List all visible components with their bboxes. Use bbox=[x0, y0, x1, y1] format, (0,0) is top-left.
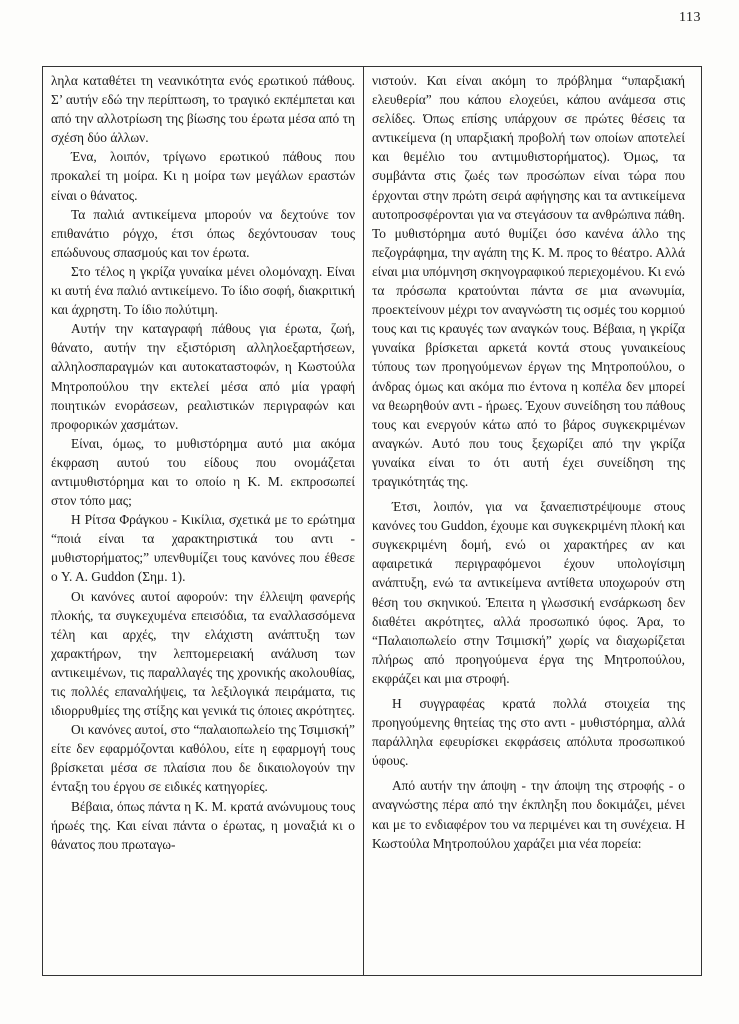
paragraph: Έτσι, λοιπόν, για να ξαναεπιστρέψουμε στους κανόνες του Guddon, έχουμε και συγκεκριμένη πλοκή και συγκεκριμένη δομή, ενώ οι χαρακτήρες αν και αφαιρετικά περιγραφόμενοι έχουν υπολογίσιμη ανάπτυξη, ενώ τα αντικείμενα αντίθετα υποχωρούν στη θέση του σκηνικού. Έπειτα η γλωσσική ενσάρκωση δεν διαθέτει ακρότητες, αλλά προσωπικό ύφος. Άρα, το “Παλαιοπωλείο στην Τσιμισκή” χωρίς να διαχωρίζεται πλήρως από προηγούμενα έργα της Μητροπούλου, εκφράζει και μια στροφή. bbox=[372, 499, 685, 686]
paragraph: Στο τέλος η γκρίζα γυναίκα μένει ολομόναχη. Είναι κι αυτή ένα παλιό αντικείμενο. Το ίδιο σοφή, διακριτική και άχρηστη. Το ίδιο πολύτιμη. bbox=[51, 263, 355, 318]
page-number: 113 bbox=[679, 10, 701, 25]
paragraph: Οι κανόνες αυτοί αφορούν: την έλλειψη φανερής πλοκής, τα συγκεχυμένα επεισόδια, τα εναλλασσόμενα τέλη και αρχές, την ελάχιστη ανάπτυξη των χαρακτήρων, την λεπτομερειακή ανάλυση των αντικειμένων, τις παραλλαγές της χρονικής ακολουθίας, τις πολλές επαναλήψεις, τα λεξιλογικά πειράματα, τις ιδιορρυθμίες της στίξης και γενικά τις όποιες ακρότητες. bbox=[51, 588, 355, 719]
right-column bbox=[372, 71, 685, 853]
paragraph: ληλα καταθέτει τη νεανικότητα ενός ερωτικού πάθους. Σ’ αυτήν εδώ την περίπτωση, το τραγικό εκπέμπεται και από την αλλοτρίωση της βίωσης του έρωτα μέσα από τη σχέση δύο άλλων. bbox=[51, 73, 355, 146]
paragraph: Η Ρίτσα Φράγκου - Κικίλια, σχετικά με το ερώτημα “ποιά είναι τα χαρακτηριστικά του αντι - μυθιστορήματος;” υπενθυμίζει τους κανόνες που έθεσε ο Y. A. Guddon (Σημ. 1). bbox=[51, 512, 355, 585]
paragraph: Βέβαια, όπως πάντα η Κ. Μ. κρατά ανώνυμους τους ήρωές της. Και είναι πάντα ο έρωτας, η μοναξιά κι ο θάνατος που πρωταγω- bbox=[51, 798, 355, 852]
paragraph: Από αυτήν την άποψη - την άποψη της στροφής - ο αναγνώστης πέρα από την έκπληξη που δοκιμάζει, μένει και με το ενδιαφέρον του να περιμένει και τη συνέχεια. Η Κωστούλα Μητροπούλου χαράζει μια νέα πορεία: bbox=[372, 778, 685, 851]
paragraph: Ένα, λοιπόν, τρίγωνο ερωτικού πάθους που προκαλεί τη μοίρα. Κι η μοίρα των μεγάλων εραστών είναι ο θάνατος. bbox=[51, 149, 355, 203]
column-divider bbox=[363, 66, 364, 976]
left-column bbox=[51, 71, 355, 854]
paragraph: Οι κανόνες αυτοί, στο “παλαιοπωλείο της Τσιμισκή” είτε δεν εφαρμόζονται καθόλου, είτε η εφαρμογή τους βρίσκεται μέσα σε πλαίσια που δε δικαιολογούν την ένταξη του έργου σε ειδικές κατηγορίες. bbox=[51, 722, 355, 795]
paragraph: Τα παλιά αντικείμενα μπορούν να δεχτούνε τον επιθανάτιο ρόγχο, έτσι όπως δεχόντουσαν τους επώδυνους σπασμούς και τον έρωτα. bbox=[51, 206, 355, 260]
paragraph: Είναι, όμως, το μυθιστόρημα αυτό μια ακόμα έκφραση αυτού του είδους που ονομάζεται αντιμυθιστόρημα και το οποίο η Κ. Μ. εκπροσωπεί στον τόπο μας; bbox=[51, 435, 355, 509]
paragraph: νιστούν. Και είναι ακόμη το πρόβλημα “υπαρξιακή ελευθερία” που κάπου ελοχεύει, κάπου ανάμεσα στις σελίδες. Όπως επίσης υπάρχουν σε πρώτες θέσεις τα αντικείμενα (η υπαρξιακή προβολή των οποίων αποτελεί και θεμέλιο του αντιμυθιστορήματος). Όμως, τα συμβάντα στις ζωές των προσώπων είναι τώρα που έρχονται στην πρώτη σειρά αφήγησης και τα αντικείμενα αυτοπροσφέρονται για να στεγάσουν τα ανθρώπινα πάθη. Το μυθιστόρημα αυτό θυμίζει όσο κανένα άλλο της πεζογράφημα, την αγάπη της Κ. Μ. προς το θέατρο. Αλλά είναι μια υπόμνηση σκηνογραφικού περιεχομένου. Κι ενώ τα πρόσωπα κρατούνται πάντα σε μια ανωνυμία, προεκτείνουν μέχρι τον αναγνώστη τις οσμές του κορμιού τους και τις κραυγές των αναγκών τους. Βέβαια, η γκρίζα γυναίκα βρίσκεται αρκετά κοντά στους γυναικείους τύπους των προηγούμενων έργων της Μητροπούλου, ο άνδρας όμως και ακόμα πιο έντονα η κοπέλα δεν μπορεί να θεωρηθούν αντι - ήρωες. Έχουν συνείδηση του πάθους τους και ενεργούν κάτω από το βάρος συγκεκριμένων αναγκών. Αυτό που τους ξεχωρίζει από την γκρίζα γυναίκα είναι το ότι αυτή έχει συνείδηση της τραγικότητάς της. bbox=[372, 73, 685, 489]
paragraph: Η συγγραφέας κρατά πολλά στοιχεία της προηγούμενης θητείας της στο αντι - μυθιστόρημα, αλλά παράλληλα εφευρίσκει εκφράσεις απόλυτα προσωπικού ύφους. bbox=[372, 696, 685, 769]
paragraph: Αυτήν την καταγραφή πάθους για έρωτα, ζωή, θάνατο, αυτήν την εξιστόριση αλληλοεξαρτήσεων, αλληλοσπαραγμών και αυτοκαταστοφών, η Κωστούλα Μητροπούλου την εκτελεί μέσα από μία γραφή ποιητικών ενοράσεων, ρεαλιστικών περιγραφών και προφορικών χασμάτων. bbox=[51, 321, 355, 432]
